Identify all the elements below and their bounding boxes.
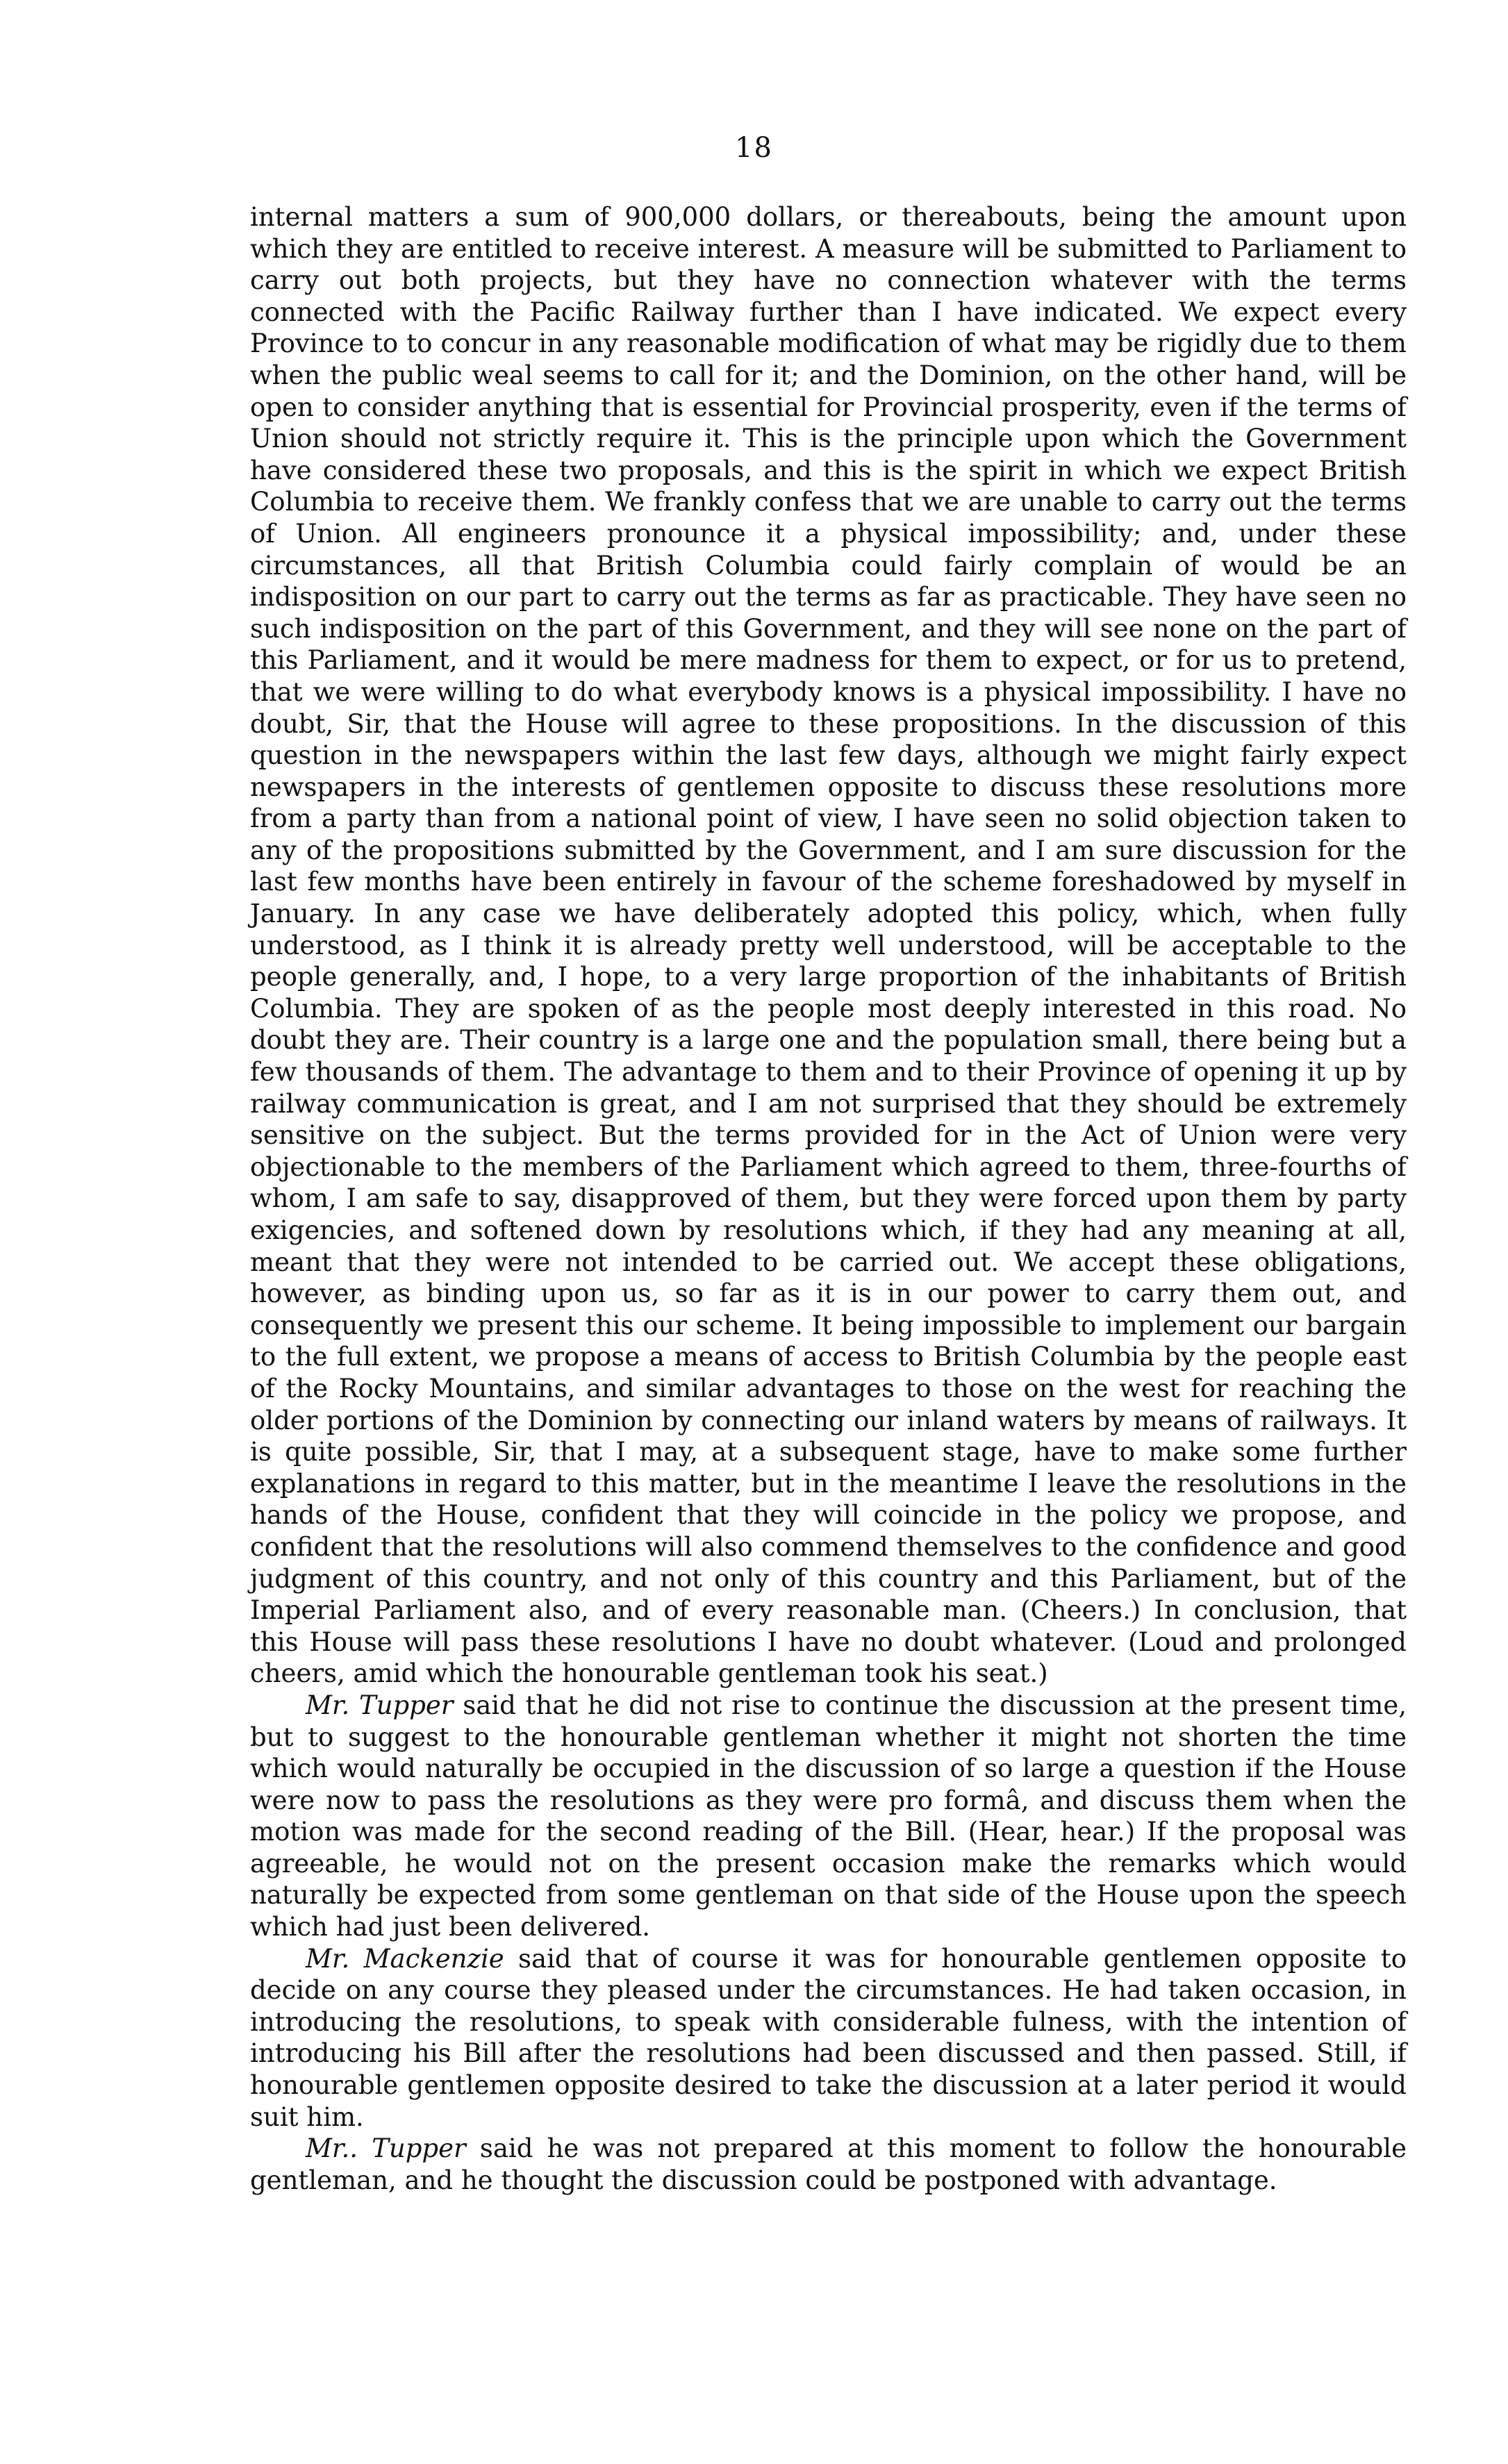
paragraph-text: internal matters a sum of 900,000 dollars, or thereabouts, being the amount upon which they are entitled to receive interest. A measure will be submitted to Parliament to carry out both projects, but they have no connection whatever with the terms connected with the Pacific Railway further than I have indicated. We expect every Province to to concur in any reasonable modification of what may be rigidly due to them when the public weal seems to call for it; and the Dominion, on the other hand, will be open to consider anything that is essential for Provincial prosperity, even if the terms of Union should not strictly require it. This is the principle upon which the Government have considered these two proposals, and this is the spirit in which we expect British Columbia to receive them. We frankly confess that we are unable to carry out the terms of Union. All engineers pronounce it a physical impossibility; and, under these circumstances, all that British Columbia could fairly complain of would be an indisposition on our part to carry out the terms as far as practicable. They have seen no such indisposition on the part of this Government, and they will see none on the part of this Parliament, and it would be mere madness for them to expect, or for us to pretend, that we were willing to do what everybody knows is a physical impossibility. I have no doubt, Sir, that the House will agree to these propositions. In the discussion of this question in the newspapers within the last few days, although we might fairly expect newspapers in the interests of gentlemen opposite to discuss these resolutions more from a party than from a national point of view, I have seen no solid objection taken to any of the propositions submitted by the Government, and I am sure discussion for the last few months have been entirely in favour of the scheme foreshadowed by myself in January. In any case we have deliberately adopted this policy, which, when fully understood, as I think it is already pretty well understood, will be acceptable to the people generally, and, I hope, to a very large proportion of the inhabitants of British Columbia. They are spoken of as the people most deeply interested in this road. No doubt they are. Their country is a large one and the population small, there being but a few thousands of them. The advantage to them and to their Province of opening it up by railway communication is great, and I am not surprised that they should be extremely sensitive on the subject. But the terms provided for in the Act of Union were very objectionable to the members of the Parliament which agreed to them, three-fourths of whom, I am safe to say, disapproved of them, but they were forced upon them by party exigencies, and softened down by resolutions which, if they had any meaning at all, meant that they were not intended to be carried out. We accept these obligations, however, as binding upon us, so far as it is in our power to carry them out, and consequently we present this our scheme. It being impossible to implement our bargain to the full extent, we propose a means of access to British Columbia by the people east of the Rocky Mountains, and similar advantages to those on the west for reaching the older portions of the Dominion by connecting our inland waters by means of railways. It is quite possible, Sir, that I may, at a subsequent stage, have to make some further explanations in regard to this matter, but in the meantime I leave the resolutions in the hands of the House, confident that they will coincide in the policy we propose, and confident that the resolutions will also commend themselves to the confidence and good judgment of this country, and not only of this country and this Parliament, but of the Imperial Parliament also, and of every reasonable man. (Cheers.) In conclusion, that this House will pass these resolutions I have no doubt whatever. (Loud and prolonged cheers, amid which the honourable gentleman took his seat.)	[250, 202, 1407, 1689]
paragraph-continuation	[250, 201, 1407, 1690]
paragraph-text: said that he did not rise to continue the discussion at the present time, but to suggest to the honourable gentleman whether it might not shorten the time which would naturally be occupied in the discussion of so large a question if the House were now to pass the resolutions as they were pro formâ, and discuss them when the motion was made for the second reading of the Bill. (Hear, hear.) If the proposal was agreeable, he would not on the present occasion make the remarks which would naturally be expected from some gentleman on that side of the House upon the speech which had just been delivered.	[250, 1690, 1407, 1942]
speaker-name: Mr. Mackenzie	[306, 1943, 504, 1974]
document-body	[250, 201, 1407, 2196]
speaker-name: Mr.. Tupper	[306, 2133, 466, 2164]
paragraph-mackenzie-speech	[250, 1943, 1407, 2133]
paragraph-tupper-speech	[250, 1690, 1407, 1943]
page-number: 18	[735, 132, 773, 164]
paragraph-tupper-reply	[250, 2133, 1407, 2196]
paragraph-text: said that of course it was for honourable gentlemen opposite to decide on any course they pleased under the circumstances. He had taken occasion, in introducing the resolutions, to speak with considerable fulness, with the intention of introducing his Bill after the resolutions had been discussed and then passed. Still, if honourable gentlemen opposite desired to take the discussion at a later period it would suit him.	[250, 1943, 1407, 2132]
paragraph-text: said he was not prepared at this moment to follow the honourable gentleman, and he thought the discussion could be postponed with advantage.	[250, 2133, 1407, 2195]
speaker-name: Mr. Tupper	[306, 1690, 454, 1720]
